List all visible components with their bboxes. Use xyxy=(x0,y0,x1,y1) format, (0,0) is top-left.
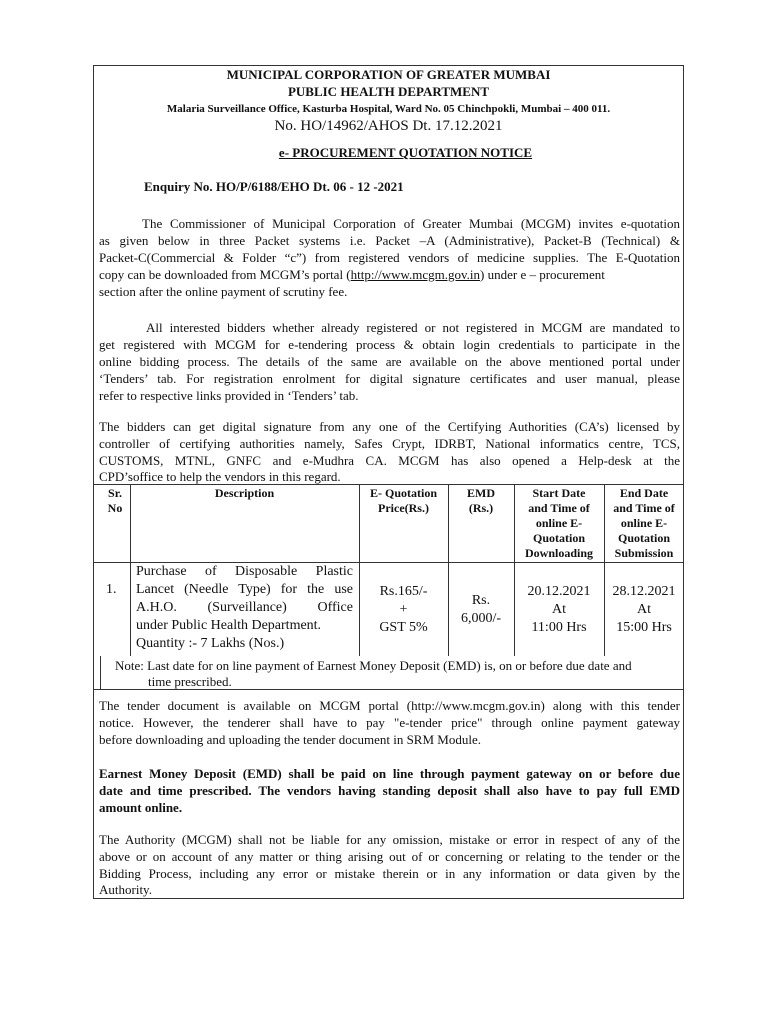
notice-title: e- PROCUREMENT QUOTATION NOTICE xyxy=(278,145,533,160)
header-emd xyxy=(448,486,514,516)
para1-line-with-link xyxy=(99,266,680,283)
header-emd-line: EMD xyxy=(467,486,495,500)
emd-note-line: Note: Last date for on line payment of Earnest Money Deposit (EMD) is, on or before due date and xyxy=(115,658,632,673)
header-sr xyxy=(100,486,130,516)
row-emd-line: 6,000/- xyxy=(460,611,502,626)
para6-last-line: Authority. xyxy=(99,882,152,897)
row-emd xyxy=(448,592,514,628)
para5-line: Earnest Money Deposit (EMD) shall be paid on line through payment gateway on or before due xyxy=(99,766,680,781)
header-start-line: online E- xyxy=(535,516,583,530)
para5-last-line: amount online. xyxy=(99,800,183,815)
row-start-date xyxy=(514,583,604,637)
para3-last-line: CPD’soffice to help the vendors in this regard. xyxy=(99,469,341,484)
row-end-line: At xyxy=(637,602,651,617)
office-address: Malaria Surveillance Office, Kasturba Hospital, Ward No. 05 Chinchpokli, Mumbai – 400 011. xyxy=(166,103,611,115)
header-end-line: Submission xyxy=(614,546,674,560)
header-end-line: and Time of xyxy=(613,501,675,515)
para1-last-line: section after the online payment of scrutiny fee. xyxy=(99,284,348,299)
header-price-line: Price(Rs.) xyxy=(378,501,429,515)
para3-line: controller of certifying authorities namely, Safes Crypt, IDRBT, National informatics centre, TCS, xyxy=(99,436,680,451)
para2-line: online bidding process. The details of the same are available on the above mentioned portal under xyxy=(99,354,680,369)
para4-line: The tender document is available on MCGM portal (http://www.mcgm.gov.in) along with this tender xyxy=(99,698,680,713)
row-sr: 1. xyxy=(106,582,117,597)
para1-line: Packet-C(Commercial & Folder “c”) from registered vendors of medicine supplies. The E-Quotation xyxy=(99,250,680,265)
emd-note-line: time prescribed. xyxy=(148,674,232,689)
enquiry-number: Enquiry No. HO/P/6188/EHO Dt. 06 - 12 -2021 xyxy=(144,179,404,194)
para1-line: The Commissioner of Municipal Corporation of Greater Mumbai (MCGM) invites e-quotation xyxy=(142,216,680,231)
header-end-line: online E- xyxy=(620,516,668,530)
header-emd-line: (Rs.) xyxy=(468,501,494,515)
para5-line: date and time prescribed. The vendors having standing deposit shall also have to pay full EMD xyxy=(99,783,680,798)
para3-line: The bidders can get digital signature from any one of the Certifying Authorities (CA’s) licensed by xyxy=(99,419,680,434)
row-end-line: 15:00 Hrs xyxy=(616,620,672,635)
para1-line: as given below in three Packet systems i.e. Packet –A (Administrative), Packet-B (Technical) & xyxy=(99,233,680,248)
row-desc-line: A.H.O. (Surveillance) Office xyxy=(136,600,353,615)
header-sr-line: Sr. xyxy=(108,486,122,500)
row-price xyxy=(359,583,448,637)
header-description: Description xyxy=(214,486,275,500)
header-end-line: End Date xyxy=(619,486,669,500)
dept-title: PUBLIC HEALTH DEPARTMENT xyxy=(287,84,490,99)
row-price-line: + xyxy=(399,602,408,617)
row-start-line: At xyxy=(552,602,566,617)
para6-line: above or on account of any matter or thing arising out of or concerning or relating to the tender or the xyxy=(99,849,680,864)
row-desc-line: Lancet (Needle Type) for the use xyxy=(136,582,353,597)
header-price-line: E- Quotation xyxy=(369,486,437,500)
reference-number: No. HO/14962/AHOS Dt. 17.12.2021 xyxy=(274,118,503,134)
row-start-line: 11:00 Hrs xyxy=(531,620,587,635)
para6-line: The Authority (MCGM) shall not be liable for any omission, mistake or error in respect of any of the xyxy=(99,832,680,847)
para2-last-line: refer to respective links provided in ‘Tenders’ tab. xyxy=(99,388,359,403)
header-end-date xyxy=(604,486,684,561)
mcgm-portal-link[interactable]: http://www.mcgm.gov.in xyxy=(350,267,481,282)
row-start-line: 20.12.2021 xyxy=(527,584,591,599)
para1-text: copy can be downloaded from MCGM’s portal ( xyxy=(99,267,351,282)
para2-line: All interested bidders whether already registered or not registered in MCGM are mandated to xyxy=(146,320,680,335)
para2-line: get registered with MCGM for e-tendering process & obtain login credentials to participate in the xyxy=(99,337,680,352)
col-rule-1 xyxy=(130,484,131,656)
row-end-date xyxy=(604,583,684,637)
para1-text: ) under e – procurement xyxy=(480,267,605,282)
row-emd-line: Rs. xyxy=(471,593,491,608)
row-end-line: 28.12.2021 xyxy=(612,584,676,599)
header-start-line: Start Date xyxy=(532,486,586,500)
row-desc-line: Purchase of Disposable Plastic xyxy=(136,564,353,579)
para3-line: CUSTOMS, MTNL, GNFC and e-Mudhra CA. MCGM has also opened a Help-desk at the xyxy=(99,453,680,468)
header-start-line: Quotation xyxy=(532,531,585,545)
header-price xyxy=(359,486,448,516)
header-start-line: Downloading xyxy=(524,546,594,560)
row-desc-line: under Public Health Department. xyxy=(136,618,322,633)
row-price-line: Rs.165/- xyxy=(379,584,428,599)
para4-line: notice. However, the tenderer shall have to pay "e-tender price" through online payment gateway xyxy=(99,715,680,730)
row-price-line: GST 5% xyxy=(379,620,428,635)
para4-last-line: before downloading and uploading the tender document in SRM Module. xyxy=(99,732,481,747)
header-start-date xyxy=(514,486,604,561)
para6-line: Bidding Process, including any error or mistake therein or in any information or data given by the xyxy=(99,866,680,881)
header-end-line: Quotation xyxy=(617,531,670,545)
note-left-rule xyxy=(100,656,101,689)
para2-line: ‘Tenders’ tab. For registration enrolment for digital signature certificates and user manual, please xyxy=(99,371,680,386)
header-sr-line: No xyxy=(107,501,123,515)
header-start-line: and Time of xyxy=(528,501,590,515)
org-title: MUNICIPAL CORPORATION OF GREATER MUMBAI xyxy=(226,67,551,82)
row-desc-line: Quantity :- 7 Lakhs (Nos.) xyxy=(136,636,285,651)
